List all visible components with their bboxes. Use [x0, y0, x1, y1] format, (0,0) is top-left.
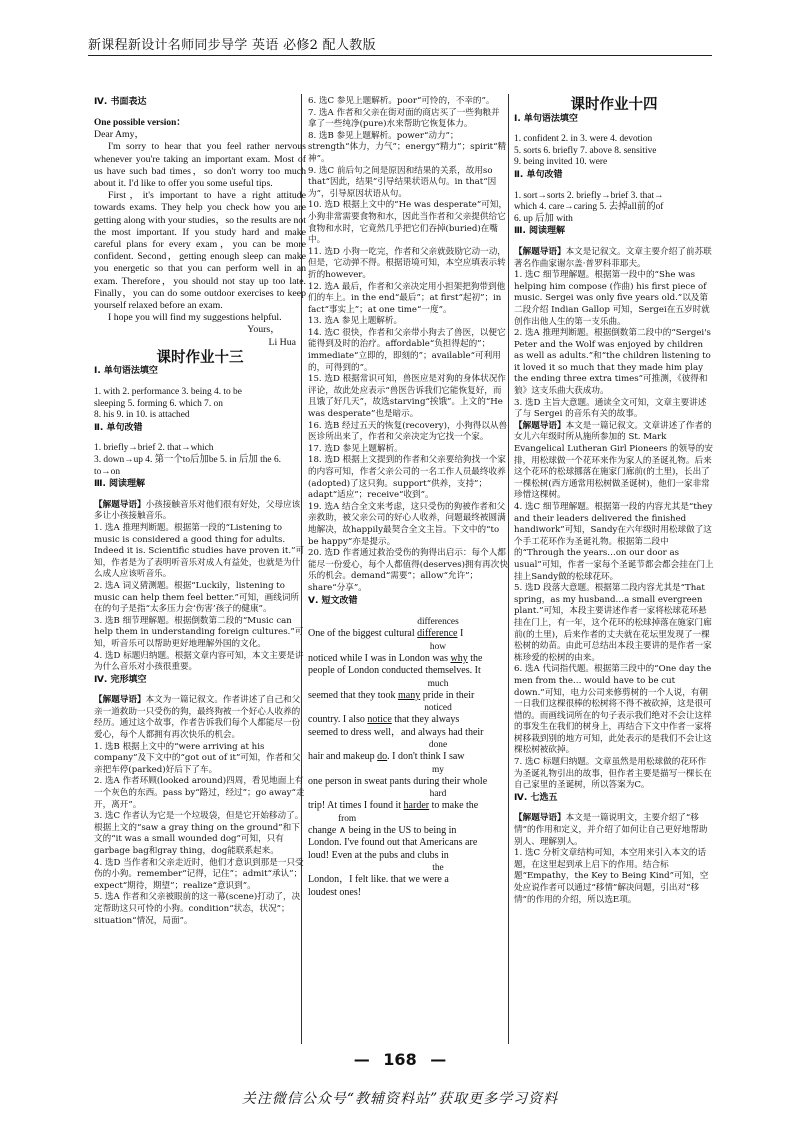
- letter-greeting: Dear Amy，: [94, 129, 145, 141]
- sentence-correction-answers-3: 6. up 后加 with: [514, 213, 573, 224]
- correction-text: people of London conducted themselves. It: [308, 665, 481, 677]
- letter-para-3: I hope you will find my suggestions helpful.: [108, 312, 282, 324]
- correction-text-tail: I: [457, 628, 464, 640]
- answer-item: 7. 选C 标题归纳题。文章虽然是用松球做的花环作为圣诞礼物引出的故事，但作者主要是描写一棵长在自己家里的圣诞树，所以答案为C。: [514, 757, 712, 791]
- answer-item: 12. 选A 最后，作者和父亲决定用小担架把狗带到他们的车上。in the end“最后”；at first“起初”；in fact“事实上”；at one time“一度”。: [308, 281, 506, 315]
- sentence-correction-title: Ⅱ. 单句改错: [94, 422, 143, 433]
- correction-text-tail: to make the: [429, 800, 479, 812]
- correction-text: London，I felt like. that we were a: [308, 874, 449, 886]
- answer-item: 4. 选D 当作者和父亲走近时，他们才意识到那是一只受伤的小狗。remember“记得，记住”；admit“承认”；expect“期待，期望”；realize“意识到”。: [94, 857, 304, 891]
- correction-error-word: why: [450, 652, 468, 664]
- grammar-fill-answers-1: 1. confident 2. in 3. were 4. devotion: [514, 134, 653, 145]
- answer-item: 6. 选C 参见上题解析。poor“可怜的，不幸的”。: [308, 96, 495, 106]
- correction-text: one person in sweat pants during their whole: [308, 775, 488, 787]
- correction-line: [308, 764, 508, 789]
- guide-text: 本文是一篇记叙文。文章讲述了作者的女儿六年级时所从施所参加的 St. Mark Evangelical Lutheran Girl Pioneers 的领导的安排，用松球做一个花环来作为家人的圣诞礼物。后来这个花环的松球挪落在施家门廊前(的土里)，长出了一棵松树(西方通常用松树做圣诞树)，他们一家非常珍惜这棵树。: [514, 420, 713, 501]
- column-left: [94, 96, 306, 927]
- column-right: [514, 96, 714, 906]
- letter-closing: Yours，: [247, 324, 280, 336]
- answer-item: 18. 选D 根据上文提到的作者和父亲要给狗找一个家的内容可知，作者父亲公司的一名工作人员最终收养(adopted)了这只狗。support“供养，支持”；adapt“适应”；receive“收到”。: [308, 455, 506, 501]
- correction-text: trip! At times I found it: [308, 800, 404, 812]
- answer-item: 16. 选B 经过五天的恢复(recovery)，小狗得以从兽医诊所出来了，作者和父亲决定为它找一个家。: [308, 420, 508, 443]
- correction-fix: my: [432, 764, 444, 775]
- answer-item: 2. 选A 词义猜测题。根据“Luckily，listening to music can help them feel better.”可知，画线词所在的句子是指“太多压力会‘伤害’孩子的健康”。: [94, 580, 300, 615]
- sentence-correction-answers-2: which 4. care→caring 5. 去掉all前的of: [514, 202, 664, 213]
- answer-item: 2. 选A 推理判断题。根据倒数第二段中的“Sergei's Peter and the Wolf was enjoyed by children as well as adults.”和“the children listening to it loved it so much that they made him play the ending three extra times”可推测，《彼得和狼》这支乐曲大获成功。: [514, 328, 711, 397]
- correction-fix: the: [432, 863, 444, 874]
- passage-correction: [308, 616, 508, 899]
- letter-para-1: I'm sorry to hear that you feel rather nervous whenever you're taking an important exam. Most of us have such bad times，so don't worry too much about it. I'd like to offer you some useful tips.: [94, 141, 306, 189]
- correction-fix: much: [427, 678, 449, 689]
- correction-text: noticed while I was in London was: [308, 652, 451, 664]
- correction-line: [308, 825, 508, 838]
- correction-error-word: notice: [367, 714, 392, 726]
- correction-line: [308, 739, 508, 764]
- correction-text-tail: the: [467, 652, 483, 664]
- letter-signature: Li Hua: [268, 336, 296, 348]
- guide-text: 本文是记叙文。文章主要介绍了前苏联著名作曲家谢尔盖·普罗科菲耶夫。: [514, 246, 712, 269]
- sentence-correction-answers-1: 1. briefly→brief 2. that→which: [94, 443, 214, 454]
- correction-fix: how: [429, 641, 447, 652]
- correction-line: [308, 678, 508, 703]
- answer-item: 5. 选D 段落大意题。根据第二段内容尤其是“That spring，as my husband…a small evergreen plant.”可知，本段主要讲述作者一家将松球花环悬挂在门上，有一年，这个花环的松球掉落在施家门廊前(的土里)，后来作者的丈夫就在花坛里发现了一棵松树的幼苗。由此可总结出本段主要讲的是作者一家栋珍爱的松树的由来。: [514, 583, 712, 663]
- correction-line: [308, 837, 508, 850]
- guide-text: 本文是一篇说明文，主要介绍了“移情”的作用和定义，并介绍了如何让自己更好地帮助别人、理解别人。: [514, 813, 708, 847]
- seven-choose-five-title: Ⅳ. 七选五: [514, 792, 558, 803]
- correction-line: [308, 702, 508, 727]
- correction-fix: noticed: [424, 703, 452, 714]
- grammar-fill-title: Ⅰ. 单句语法填空: [94, 366, 158, 377]
- answer-item: 1. 选C 细节理解题。根据第一段中的“She was helping him compose (作曲) his first piece of music. Sergei was only five years old.”以及第二段介绍 Indian Gallop 可知，Sergei在五岁时就创作出他人生的第一支乐曲。: [514, 270, 710, 327]
- answer-item: 6. 选A 代词指代题。根据第三段中的“One day the men from the… would have to be cut down.”可知，电力公司来修剪树的一个人说，有朝一日我们这棵很棒的松树将不得不被砍掉，这是很可惜的。而画线词所在的句子表示我们绝对不会让这样的事发生在我们的树身上，再结合下文中作者一家将树移栽到别的地方可知，此处表示的是我们不会让这棵松树被砍掉。: [514, 664, 712, 756]
- passage-correction-title: Ⅴ. 短文改错: [308, 595, 358, 606]
- correction-text: hair and makeup: [308, 751, 378, 763]
- answer-item: 19. 选A 结合全文来考虑，这只受伤的狗被作者和父亲救助，被父亲公司的好心人收养，问题最终被圆满地解决，故happily最契合全文主旨。下文中的“to be happy”亦是提示。: [308, 501, 506, 547]
- page-header: 新课程新设计名师同步导学 英语 必修2 配人教版: [88, 38, 376, 53]
- answer-item: 1. 选C 分析文章结构可知，本空用来引入本文的话题，在这里起到承上启下的作用。结合标题“Empathy，the Key to Being Kind”可知，空处应说作者可以通过“移情”解决问题，引出对“移情”的作用的介绍，所以选E项。: [514, 848, 709, 905]
- grammar-fill-answers-3: 8. his 9. in 10. is attached: [94, 410, 190, 421]
- guide-text: 小孩接触音乐对他们很有好处，父母应该多让小孩接触音乐。: [94, 499, 301, 522]
- cloze-title: Ⅳ. 完形填空: [94, 674, 147, 685]
- correction-text-tail: pride in their: [420, 689, 475, 701]
- guide-text: 本文为一篇记叙文。作者讲述了自己和父亲一道救助一只受伤的狗，最终狗被一个好心人收养的经历。通过这个故事，作者告诉我们每个人都能尽一份爱心，每个人都拥有再次快乐的机会。: [94, 695, 301, 741]
- correction-text: loudest ones!: [308, 886, 362, 898]
- correction-text: seemed that they took: [308, 689, 398, 701]
- possible-version-label: One possible version：: [94, 117, 186, 128]
- guide-tag: 【解题导语】: [514, 420, 566, 431]
- answer-item: 20. 选D 作者通过救治受伤的狗得出启示：每个人都能尽一份爱心，每个人都值得(deserves)拥有再次快乐的机会。demand“需要”；allow“允许”；share“分享”。: [308, 548, 508, 593]
- answer-item: 2. 选A 作者环顾(looked around)四周，看见地面上有一个灰色的东西。pass by“路过，经过”；go away“走开，离开”。: [94, 776, 305, 810]
- answer-item: 1. 选A 推理判断题。根据第一段的“Listening to music is considered a good thing for adults. Indeed it is. Scientific studies have proven it.”可知，作者是为了表明听音乐对成人有益处，也就是为什么成人应该听音乐。: [94, 522, 305, 580]
- grammar-fill-title: Ⅰ. 单句语法填空: [514, 113, 578, 124]
- guide-tag: 【解题导语】: [514, 813, 566, 824]
- correction-line: [308, 850, 508, 863]
- grammar-fill-answers-2: sleeping 5. forming 6. which 7. on: [94, 398, 223, 409]
- answer-item: 13. 选A 参见上题解析。: [308, 316, 403, 327]
- correction-text-tail: that they always: [391, 714, 460, 726]
- correction-text: loud! Even at the pubs and clubs in: [308, 849, 449, 861]
- answer-item: 4. 选C 细节理解题。根据第一段的内容尤其是“they and their leaders delivered the finished handiwork”可知，Sandy在六年级时用松球做了这个手工花环作为圣诞礼物。根据第二段中的“Through the years…on our door as usual”可知，作者一家每个圣诞节都会都会挂在门上挂上Sandy做的松球花环。: [514, 502, 714, 582]
- correction-text: change ∧ being in the US to being in: [308, 824, 457, 836]
- header-rule: [88, 55, 712, 56]
- grammar-fill-answers-3: 9. being invited 10. were: [514, 157, 608, 168]
- correction-error-word: many: [397, 689, 421, 701]
- correction-line: [308, 616, 508, 641]
- correction-text: London. I've found out that Americans are: [308, 837, 478, 849]
- correction-error-word: do: [377, 751, 388, 763]
- answer-item: 1. 选B 根据上文中的“were arriving at his company”及下文中的“got out of it”可知，作者和父亲把车停(parked)好后下了车。: [94, 741, 301, 775]
- sentence-correction-title: Ⅱ. 单句改错: [514, 169, 563, 180]
- answer-item: 8. 选B 参见上题解析。power“动力”；strength“体力，力气”；energy“精力”；spirit“精神”。: [308, 130, 507, 164]
- page-number: — 168 —: [353, 1050, 447, 1069]
- grammar-fill-answers-1: 1. with 2. performance 3. being 4. to be: [94, 387, 242, 398]
- column-divider-2: [508, 94, 509, 1044]
- correction-error-word: harder: [403, 800, 430, 812]
- correction-error-word: difference: [417, 628, 458, 640]
- correction-text: country. I also: [308, 714, 368, 726]
- footer-note: 关注微信公众号“教辅资料站”获取更多学习资料: [241, 1091, 559, 1107]
- answer-item: 11. 选D 小狗一吃完，作者和父亲就鼓励它动一动，但是，它动弹不得。根据语境可知，本空应填表示转折的however。: [308, 246, 506, 280]
- correction-line: [308, 727, 508, 740]
- correction-text: One of the biggest cultural: [308, 628, 418, 640]
- correction-fix: hard: [429, 789, 447, 800]
- answer-item: 10. 选D 根据上文中的“He was desperate”可知，小狗非常需要食物和水，因此当作者和父亲提供给它食物和水时，它竟然几乎把它们吞掉(buried)在嘴中。: [308, 200, 508, 246]
- lesson-14-title: 课时作业十四: [570, 97, 658, 113]
- correction-text: seemed to dress well，and always had their: [308, 726, 484, 738]
- section-writing-title: Ⅳ. 书面表达: [94, 97, 147, 107]
- answer-item: 3. 选C 作者认为它是一个垃圾袋，但是它开始移动了。根据上文的“saw a gray thing on the ground”和下文的“it was a small wounded dog”可知，只有garbage bag和gray thing，dog能联系起来。: [94, 811, 304, 856]
- answer-item: 14. 选C 很快，作者和父亲带小狗去了兽医，以便它能得到及时的治疗。affordable“负担得起的”；immediate“立即的，即刻的”；available“可利用的，可得到的”。: [308, 327, 506, 373]
- correction-fix: differences: [417, 617, 459, 628]
- correction-fix: done: [428, 740, 448, 751]
- reading-guide: [94, 500, 306, 523]
- correction-line: [308, 862, 508, 887]
- correction-line: [308, 788, 508, 813]
- cloze-guide: [94, 695, 306, 741]
- grammar-fill-answers-2: 5. sorts 6. briefly 7. above 8. sensitive: [514, 145, 657, 156]
- answer-item: 5. 选A 作者和父亲被眼前的这一幕(scene)打动了，决定帮助这只可怜的小狗。condition“状态，状况”；situation“情况，局面”。: [94, 892, 301, 926]
- guide-tag: 【解题导语】: [94, 695, 146, 706]
- correction-line: [308, 665, 508, 678]
- sentence-correction-answers-1: 1. sort→sorts 2. briefly→brief 3. that→: [514, 190, 664, 201]
- reading-title: Ⅲ. 阅读理解: [94, 479, 146, 490]
- answer-item: 15. 选D 根据常识可知，兽医应是对狗的身体状况作评论，故此处应表示“兽医告诉我们它能恢复好，而且饿了好几天”，故选starving“挨饿”。上文的“He was desperate”也是暗示。: [308, 374, 506, 420]
- lesson-13-title: 课时作业十三: [156, 349, 244, 366]
- reading-guide: [514, 813, 714, 848]
- guide-tag: 【解题导语】: [94, 499, 146, 510]
- reading-guide: [514, 247, 714, 270]
- column-middle: [308, 96, 508, 899]
- correction-line: [308, 887, 508, 900]
- answer-item: 4. 选D 标题归纳题。根据文章内容可知，本文主要是讲为什么音乐对小孩很重要。: [94, 650, 304, 673]
- answer-item: 7. 选A 作者和父亲在街对面的商店买了一些狗粮并拿了一些纯净(pure)水来帮助它恢复体力。: [308, 107, 500, 130]
- guide-tag: 【解题导语】: [514, 246, 566, 257]
- sentence-correction-answers-2: 3. down→up 4. 第一个to后加be 5. in 后加 the 6. to→on: [94, 455, 281, 477]
- answer-item: 17. 选D 参见上题解析。: [308, 443, 403, 454]
- letter-para-2: First，it's important to have a right attitude towards exams. They help you check how you are getting along with your studies，so the results are not the most important. If you study hard and make careful plans for every exam，you can be more confident. Second，getting enough sleep can make you energetic so that you can perform well in an exam. Therefore，you should not stay up too late. Finally，you can do some outdoor exercises to keep yourself relaxed before an exam.: [94, 190, 306, 312]
- answer-item: 9. 选C 前后句之间是原因和结果的关系，故用so that“因此，结果”引导结果状语从句。in that“因为”，引导原因状语从句。: [308, 165, 497, 199]
- answer-item: 3. 选B 细节理解题。根据倒数第二段的“Music can help them in understanding foreign cultures.”可知，听音乐可以帮助更好地理解外国的文化。: [94, 615, 304, 649]
- reading-guide: [514, 421, 714, 502]
- correction-insert-word: from: [338, 813, 357, 824]
- correction-line: [308, 641, 508, 666]
- reading-title: Ⅲ. 阅读理解: [514, 226, 566, 237]
- answer-item: 3. 选D 主旨大意题。通读全文可知，文章主要讲述了与 Sergei 的音乐有关的故事。: [514, 397, 707, 420]
- correction-text-tail: . I don't think I saw: [387, 751, 465, 763]
